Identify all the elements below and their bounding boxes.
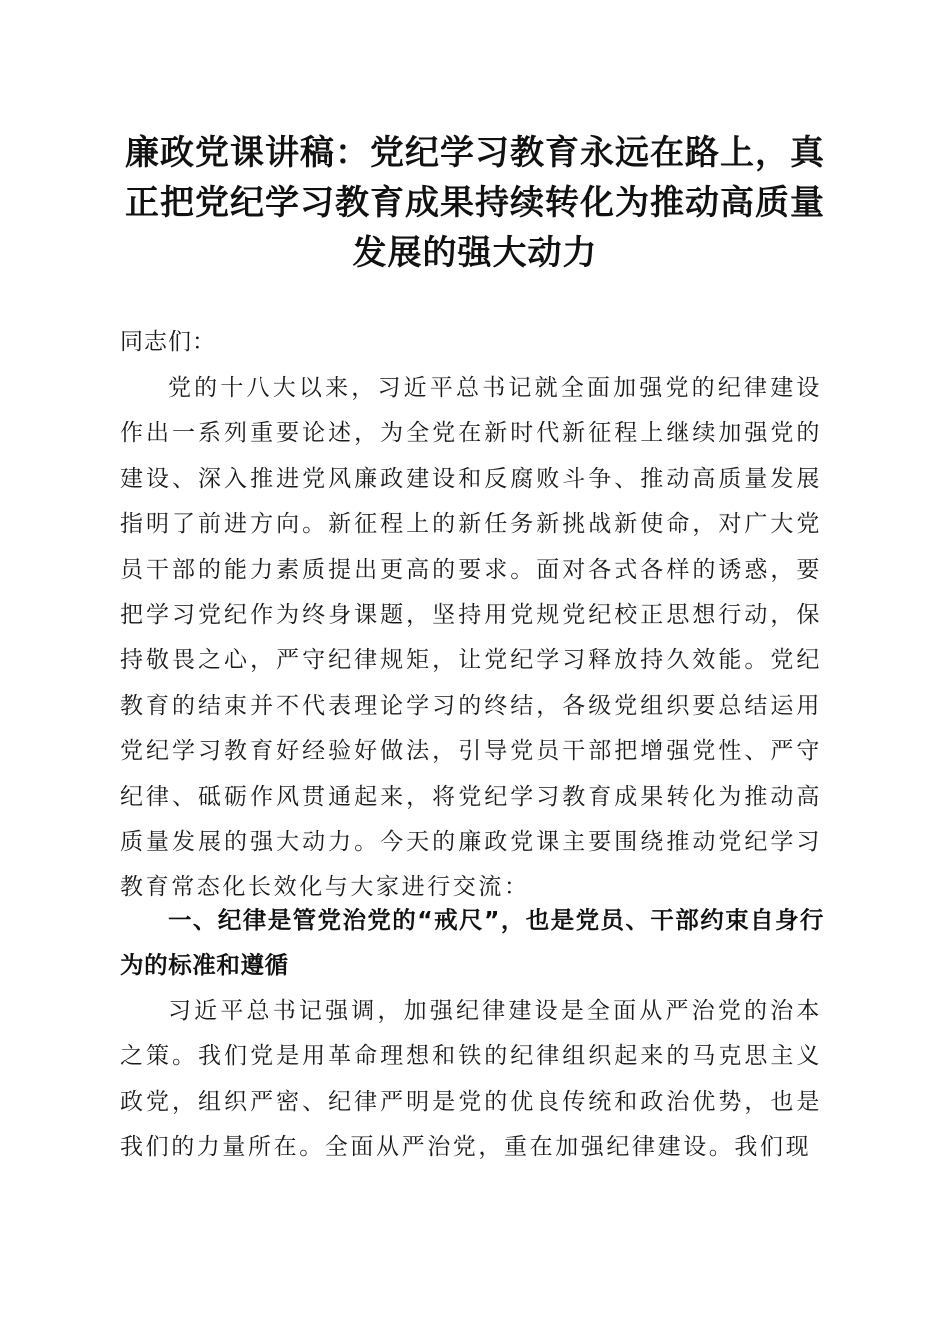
greeting: 同志们： — [120, 329, 216, 355]
section-heading-1: 一、纪律是管党治党的“戒尺”，也是党员、干部约束自身行为的标准和遵循 — [120, 906, 824, 980]
paragraph-section-1: 习近平总书记强调，加强纪律建设是全面从严治党的治本之策。我们党是用革命理想和铁的纪律组织起来的马克思主义政党，组织严密、纪律严明是党的优良传统和政治优势，也是我们的力量所在。全面从严治党，重在加强纪律建设。我们现 — [120, 998, 822, 1161]
paragraph-intro: 党的十八大以来，习近平总书记就全面加强党的纪律建设作出一系列重要论述，为全党在新时代新征程上继续加强党的建设、深入推进党风廉政建设和反腐败斗争、推动高质量发展指明了前进方向。新征程上的新任务新挑战新使命，对广大党员干部的能力素质提出更高的要求。面对各式各样的诱惑，要把学习党纪作为终身课题，坚持用党规党纪校正思想行动，保持敬畏之心，严守纪律规矩，让党纪学习释放持久效能。党纪教育的结束并不代表理论学习的终结，各级党组织要总结运用党纪学习教育好经验好做法，引导党员干部把增强党性、严守纪律、砥砺作风贯通起来，将党纪学习教育成果转化为推动高质量发展的强大动力。今天的廉政党课主要围绕推动党纪学习教育常态化长效化与大家进行交流： — [120, 375, 822, 901]
document-title: 廉政党课讲稿：党纪学习教育永远在路上，真正把党纪学习教育成果持续转化为推动高质量发展的强大动力 — [125, 133, 825, 273]
